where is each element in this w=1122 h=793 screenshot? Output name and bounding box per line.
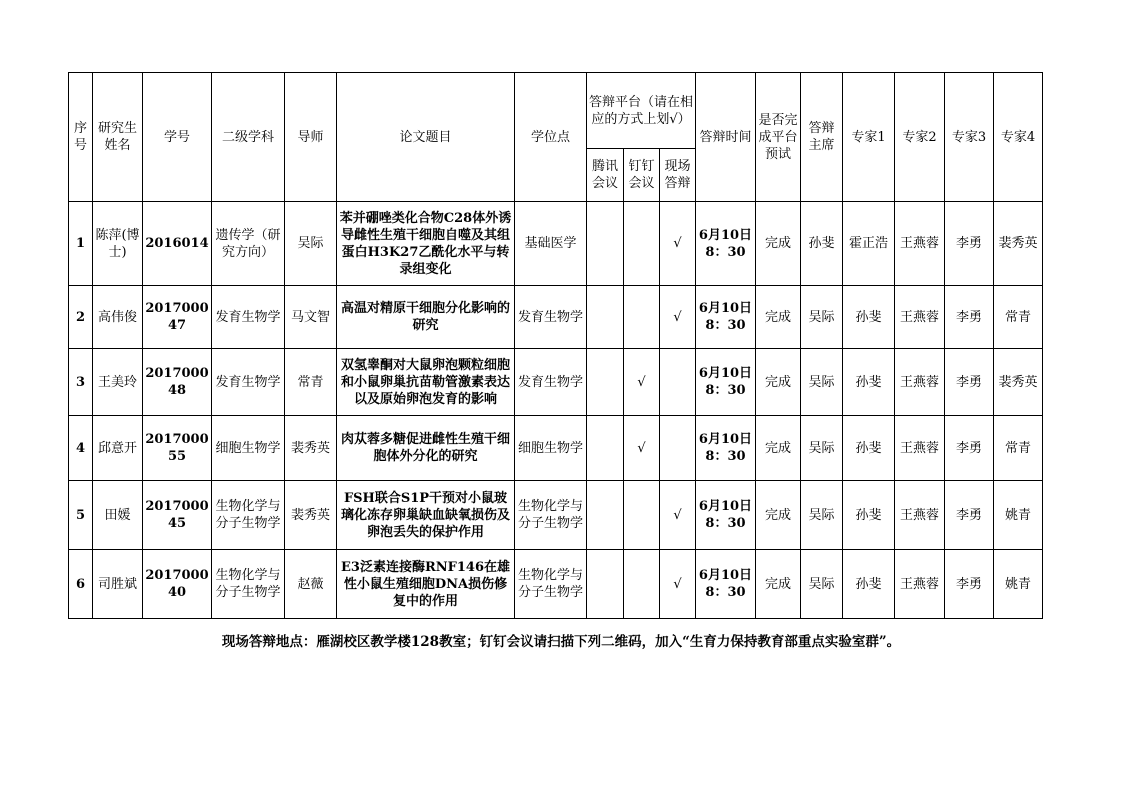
cell-time: 6月10日 8：30 [696,349,756,416]
cell-degree-field: 细胞生物学 [515,416,587,481]
header-thesis: 论文题目 [337,73,515,202]
header-student-id: 学号 [143,73,212,202]
header-expert3: 专家3 [945,73,994,202]
cell-expert4: 常青 [994,416,1043,481]
table-row [69,349,1043,416]
cell-tencent [587,286,624,349]
cell-time: 6月10日 8：30 [696,202,756,286]
cell-onsite: √ [660,202,696,286]
cell-student-id: 201700047 [143,286,212,349]
cell-onsite [660,349,696,416]
table-row [69,286,1043,349]
cell-seq: 6 [69,550,93,619]
cell-degree-field: 生物化学与分子生物学 [515,481,587,550]
cell-discipline: 发育生物学 [212,349,285,416]
cell-chair: 吴际 [801,416,843,481]
cell-advisor: 赵薇 [285,550,337,619]
table-row [69,550,1043,619]
cell-thesis: 苯并硼唑类化合物C28体外诱导雌性生殖干细胞自噬及其组蛋白H3K27乙酰化水平与转录组变化 [337,202,515,286]
cell-time: 6月10日 8：30 [696,286,756,349]
cell-precheck: 完成 [756,481,801,550]
cell-advisor: 吴际 [285,202,337,286]
header-degree-field: 学位点 [515,73,587,202]
cell-expert2: 王燕蓉 [895,286,945,349]
cell-expert1: 孙斐 [843,416,895,481]
table-row [69,202,1043,286]
header-expert2: 专家2 [895,73,945,202]
cell-expert4: 常青 [994,286,1043,349]
cell-discipline: 细胞生物学 [212,416,285,481]
cell-dingtalk [624,202,660,286]
cell-time: 6月10日 8：30 [696,550,756,619]
cell-onsite: √ [660,286,696,349]
cell-chair: 吴际 [801,550,843,619]
cell-time: 6月10日 8：30 [696,481,756,550]
cell-expert2: 王燕蓉 [895,550,945,619]
cell-dingtalk [624,550,660,619]
cell-precheck: 完成 [756,349,801,416]
cell-chair: 吴际 [801,481,843,550]
cell-name: 邱意开 [93,416,143,481]
table-row [69,416,1043,481]
cell-expert4: 姚青 [994,481,1043,550]
cell-thesis: 高温对精原干细胞分化影响的研究 [337,286,515,349]
cell-advisor: 裴秀英 [285,481,337,550]
cell-seq: 4 [69,416,93,481]
cell-expert3: 李勇 [945,550,994,619]
cell-tencent [587,202,624,286]
cell-name: 田媛 [93,481,143,550]
header-platform-onsite: 现场答辩 [660,149,696,202]
cell-expert1: 孙斐 [843,550,895,619]
cell-name: 王美玲 [93,349,143,416]
header-platform-tencent: 腾讯会议 [587,149,624,202]
cell-name: 高伟俊 [93,286,143,349]
cell-name: 陈萍(博士) [93,202,143,286]
header-row [69,73,1043,149]
cell-onsite: √ [660,550,696,619]
cell-discipline: 遗传学（研究方向） [212,202,285,286]
cell-expert3: 李勇 [945,202,994,286]
cell-thesis: 双氢睾酮对大鼠卵泡颗粒细胞和小鼠卵巢抗苗勒管激素表达以及原始卵泡发育的影响 [337,349,515,416]
cell-advisor: 马文智 [285,286,337,349]
cell-expert1: 孙斐 [843,349,895,416]
cell-discipline: 生物化学与分子生物学 [212,550,285,619]
cell-degree-field: 基础医学 [515,202,587,286]
cell-student-id: 201700045 [143,481,212,550]
cell-tencent [587,481,624,550]
cell-expert4: 裴秀英 [994,202,1043,286]
cell-expert2: 王燕蓉 [895,481,945,550]
header-discipline: 二级学科 [212,73,285,202]
venue-note: 现场答辩地点：雁湖校区教学楼128教室；钉钉会议请扫描下列二维码，加入“生育力保持教育部重点实验室群”。 [221,634,901,650]
header-time: 答辩时间 [696,73,756,202]
cell-precheck: 完成 [756,416,801,481]
cell-tencent [587,416,624,481]
cell-student-id: 201700040 [143,550,212,619]
cell-seq: 3 [69,349,93,416]
cell-precheck: 完成 [756,550,801,619]
cell-onsite [660,416,696,481]
cell-discipline: 发育生物学 [212,286,285,349]
cell-expert4: 姚青 [994,550,1043,619]
cell-name: 司胜斌 [93,550,143,619]
cell-chair: 吴际 [801,349,843,416]
cell-degree-field: 生物化学与分子生物学 [515,550,587,619]
header-seq: 序号 [69,73,93,202]
cell-degree-field: 发育生物学 [515,286,587,349]
cell-expert3: 李勇 [945,349,994,416]
cell-dingtalk: √ [624,349,660,416]
cell-advisor: 常青 [285,349,337,416]
cell-thesis: FSH联合S1P干预对小鼠玻璃化冻存卵巢缺血缺氧损伤及卵泡丢失的保护作用 [337,481,515,550]
cell-expert1: 霍正浩 [843,202,895,286]
cell-dingtalk: √ [624,416,660,481]
cell-seq: 5 [69,481,93,550]
cell-expert2: 王燕蓉 [895,202,945,286]
header-precheck: 是否完成平台预试 [756,73,801,202]
cell-student-id: 201700055 [143,416,212,481]
cell-degree-field: 发育生物学 [515,349,587,416]
cell-expert1: 孙斐 [843,286,895,349]
cell-expert4: 裴秀英 [994,349,1043,416]
header-expert4: 专家4 [994,73,1043,202]
cell-expert2: 王燕蓉 [895,349,945,416]
cell-thesis: 肉苁蓉多糖促进雌性生殖干细胞体外分化的研究 [337,416,515,481]
table-row [69,481,1043,550]
header-chair: 答辩主席 [801,73,843,202]
defense-schedule-table [68,72,1043,619]
cell-onsite: √ [660,481,696,550]
cell-thesis: E3泛素连接酶RNF146在雄性小鼠生殖细胞DNA损伤修复中的作用 [337,550,515,619]
header-advisor: 导师 [285,73,337,202]
cell-tencent [587,349,624,416]
cell-advisor: 裴秀英 [285,416,337,481]
cell-seq: 2 [69,286,93,349]
cell-discipline: 生物化学与分子生物学 [212,481,285,550]
cell-chair: 孙斐 [801,202,843,286]
cell-tencent [587,550,624,619]
cell-expert3: 李勇 [945,286,994,349]
header-platform: 答辩平台（请在相应的方式上划√） [587,73,696,149]
cell-dingtalk [624,286,660,349]
cell-precheck: 完成 [756,286,801,349]
header-platform-dingtalk: 钉钉会议 [624,149,660,202]
cell-chair: 吴际 [801,286,843,349]
cell-dingtalk [624,481,660,550]
cell-time: 6月10日 8：30 [696,416,756,481]
cell-expert3: 李勇 [945,416,994,481]
cell-expert3: 李勇 [945,481,994,550]
cell-expert1: 孙斐 [843,481,895,550]
header-name: 研究生姓名 [93,73,143,202]
cell-student-id: 201700048 [143,349,212,416]
header-expert1: 专家1 [843,73,895,202]
cell-precheck: 完成 [756,202,801,286]
cell-seq: 1 [69,202,93,286]
cell-student-id: 2016014 [143,202,212,286]
cell-expert2: 王燕蓉 [895,416,945,481]
